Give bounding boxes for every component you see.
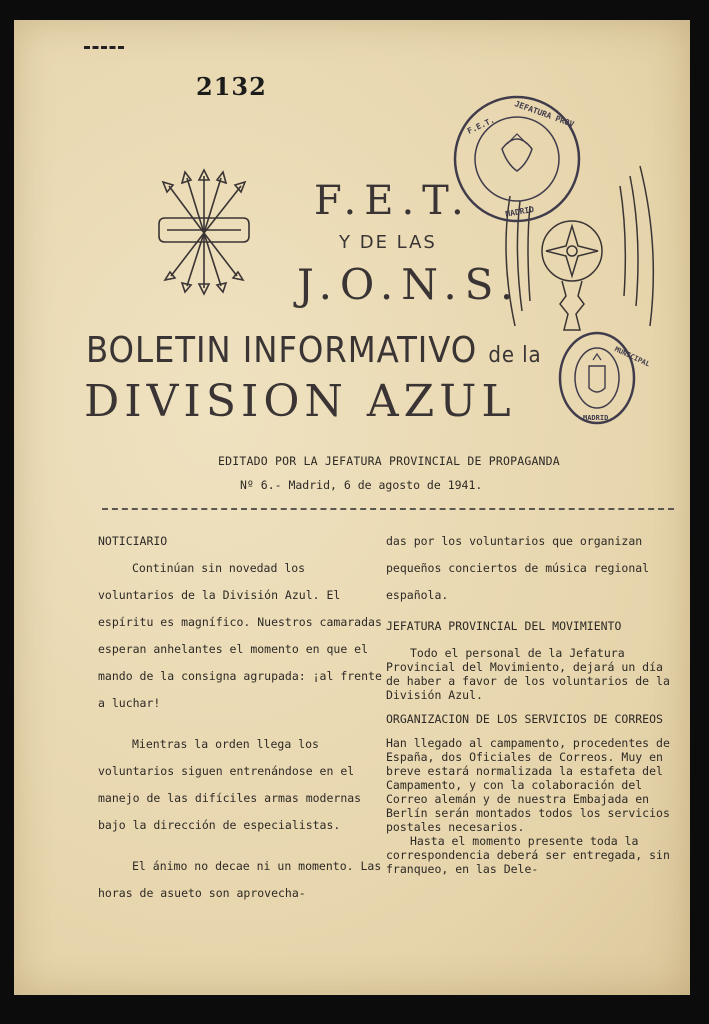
left-column [98,528,384,907]
bulletin-title-de-la: de la [488,343,542,368]
editor-line: EDITADO POR LA JEFATURA PROVINCIAL DE PROPAGANDA [218,454,560,468]
svg-text:MADRID: MADRID [583,414,609,422]
divider [102,508,674,510]
stamp-jefatura-provincial [452,94,582,224]
bulletin-title-main: BOLETIN INFORMATIVO [86,330,489,371]
svg-text:MADRID: MADRID [504,204,535,219]
svg-text:MUNICIPAL: MUNICIPAL [613,345,652,369]
svg-text:F.E.T.: F.E.T. [465,115,496,136]
paragraph: Hasta el momento presente toda la correspondencia deberá ser entregada, sin franqueo, en las Dele- [386,834,670,876]
section-heading-correos: ORGANIZACION DE LOS SERVICIOS DE CORREOS [386,712,663,726]
paragraph: El ánimo no decae ni un momento. Las horas de asueto son aprovecha- [98,859,382,900]
paragraph: Mientras la orden llega los voluntarios siguen entrenándose en el manejo de las difíciles armas modernas bajo la dirección de especialistas. [98,737,362,832]
right-column [386,528,682,876]
bulletin-title-division: DIVISION AZUL [84,376,516,427]
issue-line: Nº 6.- Madrid, 6 de agosto de 1941. [240,478,483,492]
paragraph: Todo el personal de la Jefatura Provincial del Movimiento, dejará un día de haber a favor de los voluntarios de la División Azul. [386,646,670,702]
paragraph: Continúan sin novedad los voluntarios de la División Azul. El espíritu es magnífico. Nuestros camaradas esperan anhelantes el momento en que el mando de la consigna agrupada: ¡al frente a luchar! [98,561,382,710]
header-y-de-las: Y DE LAS [339,232,437,253]
svg-text:JEFATURA PROV: JEFATURA PROV [513,99,576,130]
stamp-hemeroteca-municipal [557,330,652,426]
document-number: 2132 [196,72,267,101]
section-heading-noticiario: NOTICIARIO [98,534,168,548]
header-fet: F.E.T. [314,178,472,224]
section-heading-jefatura: JEFATURA PROVINCIAL DEL MOVIMIENTO [386,619,622,633]
document-page [14,20,690,995]
header-jons: J.O.N.S. [297,260,522,309]
yoke-and-arrows-icon [149,168,259,298]
pen-mark [84,46,124,53]
paragraph: das por los voluntarios que organizan pequeños conciertos de música regional española. [386,534,650,602]
bulletin-title [86,330,542,371]
paragraph: Han llegado al campamento, procedentes de España, dos Oficiales de Correos. Muy en breve estará normalizada la estafeta del Campamento, y con la colaboración del Correo alemán y de nuestra Embajada en Berlín serán montados todos los servicios postales necesarios. [386,736,670,834]
